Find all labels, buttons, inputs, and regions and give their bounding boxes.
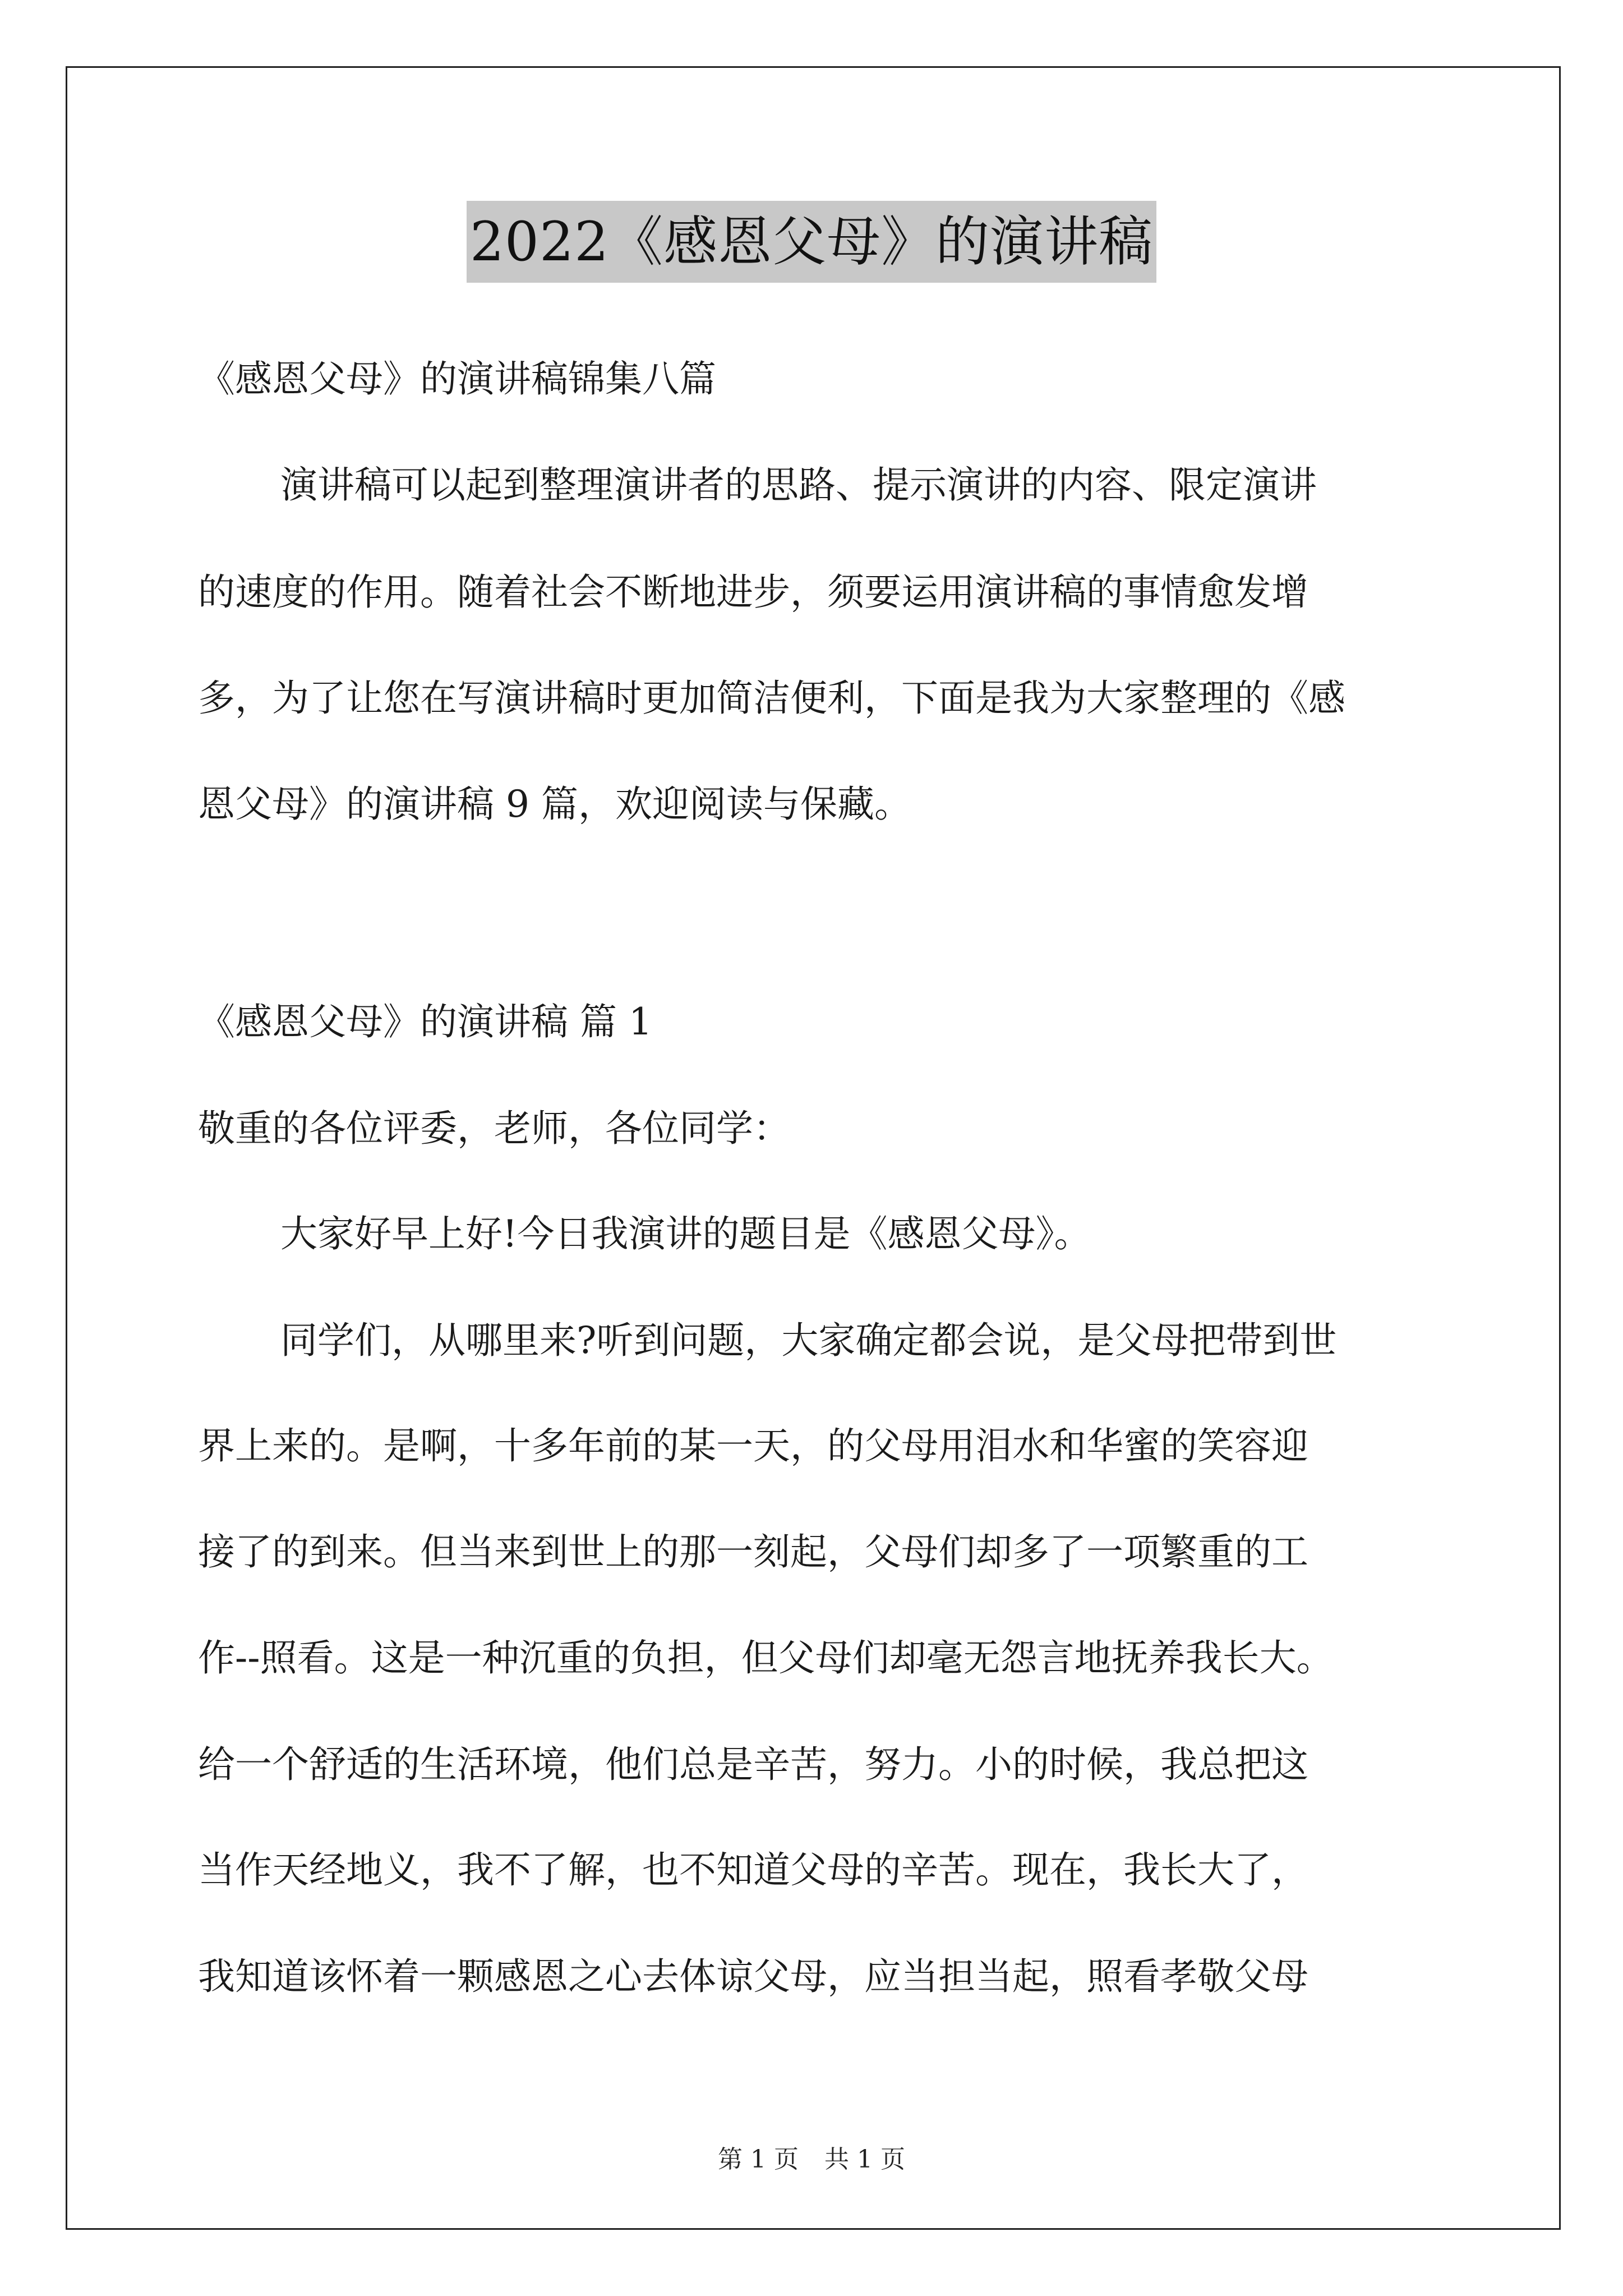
body-line-5: 给一个舒适的生活环境，他们总是辛苦，努力。小的时候，我总把这 <box>198 1743 1308 1786</box>
page-footer <box>0 2143 1623 2177</box>
body-line-7: 我知道该怀着一颗感恩之心去体谅父母，应当担当起，照看孝敬父母 <box>198 1955 1308 1998</box>
title-container <box>0 201 1623 283</box>
greeting-line: 大家好早上好!今日我演讲的题目是《感恩父母》。 <box>280 1212 1091 1255</box>
body-line-3: 接了的到来。但当来到世上的那一刻起，父母们却多了一项繁重的工 <box>198 1530 1308 1573</box>
intro-line-3: 多，为了让您在写演讲稿时更加简洁便利，下面是我为大家整理的《感 <box>198 677 1345 720</box>
document-subtitle: 《感恩父母》的演讲稿锦集八篇 <box>198 357 716 401</box>
body-line-4: 作--照看。这是一种沉重的负担，但父母们却毫无怨言地抚养我长大。 <box>198 1636 1334 1680</box>
page-number: 第 1 页 <box>718 2145 799 2174</box>
body-line-6: 当作天经地义，我不了解，也不知道父母的辛苦。现在，我长大了， <box>198 1848 1308 1892</box>
page-total: 共 1 页 <box>824 2145 905 2174</box>
intro-line-2: 的速度的作用。随着社会不断地进步，须要运用演讲稿的事情愈发增 <box>198 570 1308 614</box>
intro-line-1: 演讲稿可以起到整理演讲者的思路、提示演讲的内容、限定演讲 <box>280 463 1317 507</box>
section-heading: 《感恩父母》的演讲稿 篇 1 <box>198 1000 652 1043</box>
salutation: 敬重的各位评委，老师，各位同学： <box>198 1107 790 1150</box>
body-line-1: 同学们，从哪里来?听到问题，大家确定都会说，是父母把带到世 <box>280 1319 1337 1362</box>
body-line-2: 界上来的。是啊，十多年前的某一天，的父母用泪水和华蜜的笑容迎 <box>198 1424 1308 1467</box>
intro-line-4: 恩父母》的演讲稿 9 篇，欢迎阅读与保藏。 <box>198 783 911 826</box>
document-title: 2022《感恩父母》的演讲稿 <box>467 201 1156 283</box>
